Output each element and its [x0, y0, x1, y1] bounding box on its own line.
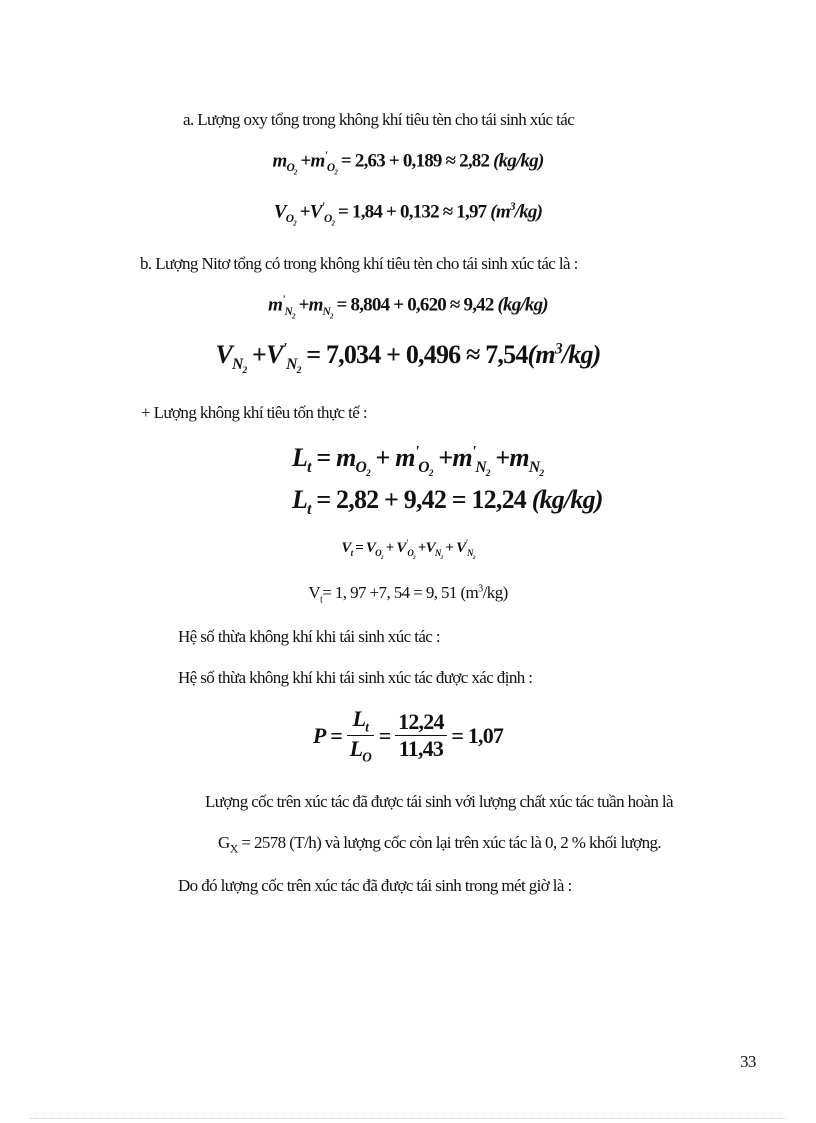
- heading-actual-air: + Lượng không khí tiêu tốn thực tế :: [141, 403, 367, 422]
- equation-actual-volume-sum: $V_t = V_{O_2} + V'_{O_2} +V_{N_2} + V'_{N_2}$: [341, 538, 475, 561]
- heading-oxygen: a. Lượng oxy tổng trong không khí tiêu tèn cho tái sinh xúc tác: [183, 110, 575, 129]
- line-excess-air-2: Hệ số thừa không khí khi tái sinh xúc tác được xác định :: [178, 668, 533, 687]
- page-number: 33: [740, 1052, 756, 1071]
- equation-actual-volume-value: $V_t= 1$, 97 +7, 54 = 9, 51 $(m^3/kg)$: [308, 583, 508, 606]
- paragraph-coke-1: Lượng cốc trên xúc tác đã được tái sinh với lượng chất xúc tác tuần hoàn là: [205, 792, 673, 811]
- paragraph-coke-3: Do đó lượng cốc trên xúc tác đã được tái sinh trong mét giờ là :: [178, 876, 572, 895]
- page-bottom-divider: [30, 1118, 786, 1119]
- equation-oxygen-mass: $m_{O_2} +m'_{O_2} = 2,63 + 0,189 \approx 2,82$ (kg/kg): [272, 150, 544, 177]
- equation-nitrogen-mass: $m'_{N_2} +m_{N_2} = 8,804 + 0,620 \approx 9,42$ (kg/kg): [268, 294, 548, 321]
- equation-actual-air-value: $L_t = 2,82 + 9,42 = 12,24$ (kg/kg): [292, 485, 603, 519]
- fraction-values: $\frac{12,24}{11,43}$: [395, 709, 447, 762]
- line-excess-air-1: Hệ số thừa không khí khi tái sinh xúc tác :: [178, 627, 440, 646]
- equation-excess-air-ratio: P = $\frac{L_t}{L_O}$ = $\frac{12,24}{11,43}$ = 1,07: [312, 706, 504, 765]
- paragraph-coke-2: $G_X = 2578$ (T/h) và lượng cốc còn lại trên xúc tác là 0, 2 % khối lượng.: [218, 833, 662, 856]
- equation-oxygen-volume: $V_{O_2} +V'_{O_2} = 1,84 + 0,132 \approx 1,97$ $(m^3/kg)$: [273, 201, 543, 228]
- equation-actual-air-sum: $L_t = m_{O_2} + m'_{O_2} +m'_{N_2} +m_{N_2}$: [292, 443, 544, 480]
- fraction-lt-lo: $\frac{L_t}{L_O}$: [347, 706, 374, 766]
- equation-nitrogen-volume: $V_{N_2} +V'_{N_2} = 7,034 + 0,496 \approx 7,54(m^3/kg)$: [215, 340, 601, 377]
- heading-nitrogen: b. Lượng Nitơ tổng có trong không khí tiêu tèn cho tái sinh xúc tác là :: [140, 254, 578, 273]
